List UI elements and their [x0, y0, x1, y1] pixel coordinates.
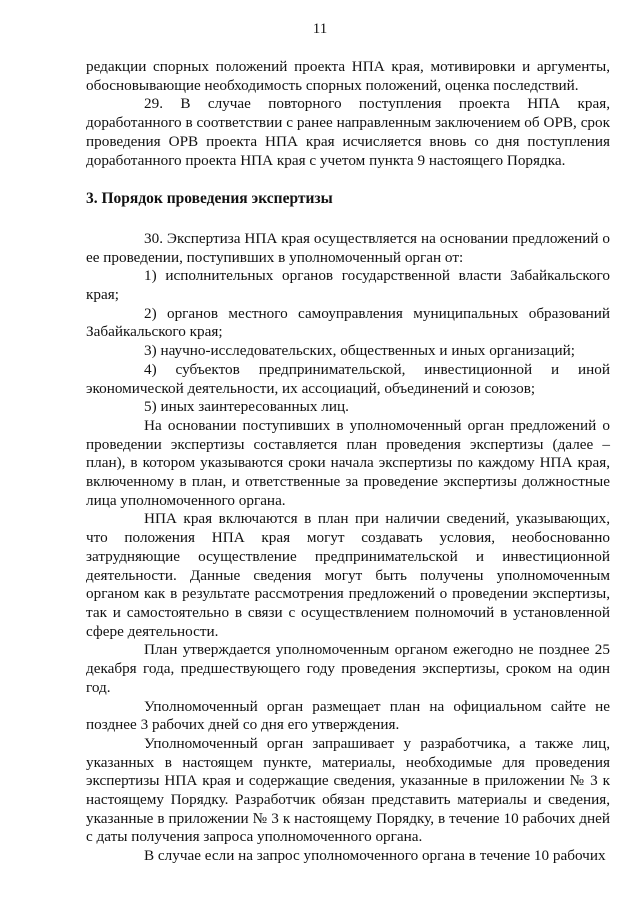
paragraph-29: 29. В случае повторного поступления проекта НПА края, доработанного в соответствии с ранее направленным заключением об ОРВ, срок проведения ОРВ проекта НПА края исчисляется вновь со дня поступления доработанного проекта НПА края с учетом пункта 9 настоящего Порядка. — [86, 95, 610, 169]
paragraph-publish: Уполномоченный орган размещает план на официальном сайте не позднее 3 рабочих дней со дня его утверждения. — [86, 697, 610, 734]
paragraph-continued: редакции спорных положений проекта НПА края, мотивировки и аргументы, обосновывающие необходимость спорных положений, оценка последствий. — [86, 58, 610, 94]
paragraph-approve: План утверждается уполномоченным органом ежегодно не позднее 25 декабря года, предшествующего году проведения экспертизы, сроком на один год. — [86, 641, 610, 696]
paragraph-include: НПА края включаются в план при наличии сведений, указывающих, что положения НПА края могут создавать условия, необоснованно затрудняющие осуществление предпринимательской и инвестиционной деятельности. Данные сведения могут быть получены уполномоченным органом как в результате рассмотрения предложений о проведении экспертизы, так и самостоятельно в связи с осуществлением полномочий в установленной сфере деятельности. — [86, 510, 610, 640]
document-body — [86, 58, 610, 866]
list-item-1: 1) исполнительных органов государственной власти Забайкальского края; — [86, 267, 610, 304]
spacer — [86, 170, 610, 190]
list-item-3: 3) научно-исследовательских, общественных и иных организаций; — [144, 342, 575, 360]
paragraph-request: Уполномоченный орган запрашивает у разработчика, а также лиц, указанных в настоящем пункте, материалы, необходимые для проведения экспертизы НПА края и содержащие сведения, указанные в приложении № 3 к настоящему Порядку. Разработчик обязан представить материалы и сведения, указанные в приложении № 3 к настоящему Порядку, в течение 10 рабочих дней с даты получения запроса уполномоченного органа. — [86, 734, 610, 846]
list-item-4: 4) субъектов предпринимательской, инвестиционной и иной экономической деятельности, их ассоциаций, объединений и союзов; — [86, 360, 610, 397]
section-heading: 3. Порядок проведения экспертизы — [86, 190, 333, 208]
spacer — [86, 209, 610, 230]
page-number: 11 — [312, 21, 328, 37]
paragraph-case: В случае если на запрос уполномоченного органа в течение 10 рабочих — [144, 847, 606, 865]
paragraph-plan: На основании поступивших в уполномоченный орган предложений о проведении экспертизы составляется план проведения экспертизы (далее – план), в котором указываются сроки начала экспертизы по каждому НПА края, включенному в план, и ответственные за проведение экспертизы должностные лица уполномоченного органа. — [86, 416, 610, 509]
list-item-2: 2) органов местного самоуправления муниципальных образований Забайкальского края; — [86, 304, 610, 341]
list-item-5: 5) иных заинтересованных лиц. — [144, 398, 349, 416]
paragraph-30: 30. Экспертиза НПА края осуществляется на основании предложений о ее проведении, поступивших в уполномоченный орган от: — [86, 229, 610, 266]
